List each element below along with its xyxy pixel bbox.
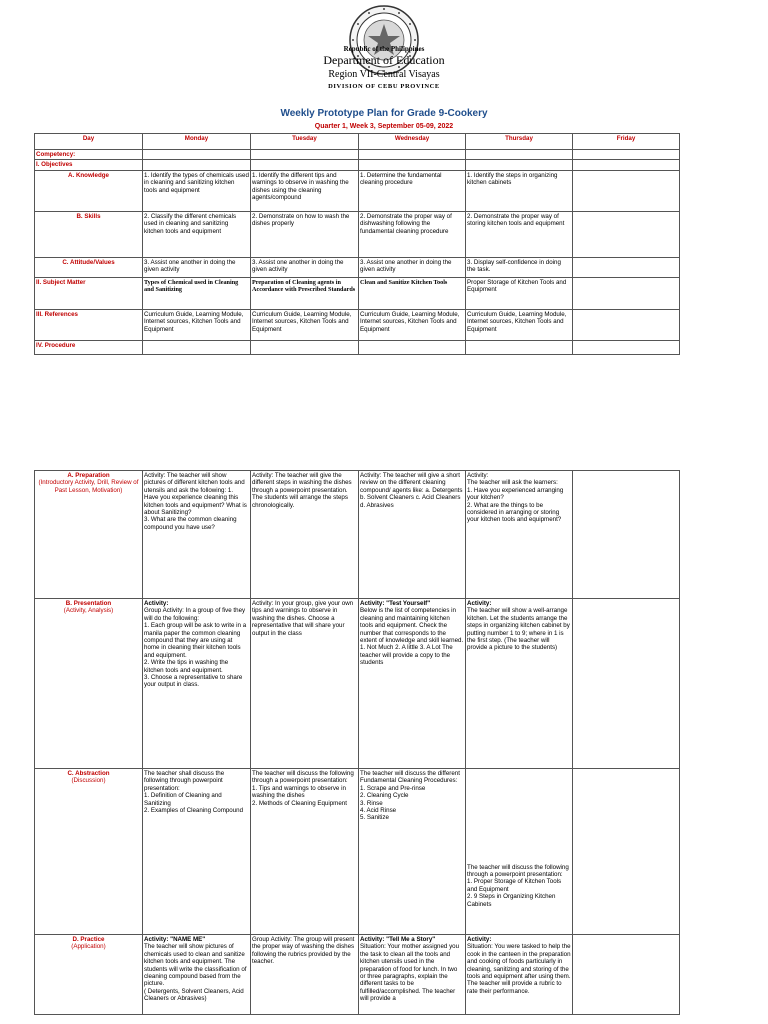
abstraction-tuesday: The teacher will discuss the following through a powerpoint presentation: 1. Tips and warnings to observe in washing the dishes 2. Methods of Cleaning Equipment <box>251 769 359 935</box>
preparation-tuesday: Activity: The teacher will give the different steps in washing the dishes through a powerpoint presentation. The students will arrange the steps chronologically. <box>251 471 359 599</box>
practice-wednesday-title: Activity: "Tell Me a Story" <box>360 936 436 943</box>
practice-tuesday: Group Activity: The group will present the proper way of washing the dishes following the rubrics provided by the teacher. <box>251 935 359 1015</box>
presentation-label <box>35 599 143 769</box>
attitude-label: C. Attitude/Values <box>35 257 143 277</box>
presentation-wednesday <box>359 599 466 769</box>
skills-row <box>35 211 680 257</box>
plan-table-lower <box>34 470 680 1015</box>
attitude-tuesday: 3. Assist one another in doing the given activity <box>251 257 359 277</box>
skills-thursday: 2. Demonstrate the proper way of storing kitchen tools and equipment <box>466 211 573 257</box>
abstraction-title: C. Abstraction <box>67 770 110 777</box>
subject-thursday: Proper Storage of Kitchen Tools and Equipment <box>466 277 573 309</box>
practice-monday-title: Activity: "NAME ME" <box>144 936 206 943</box>
skills-tuesday: 2. Demonstrate on how to wash the dishes properly <box>251 211 359 257</box>
practice-wednesday <box>359 935 466 1015</box>
preparation-monday: Activity: The teacher will show pictures of different kitchen tools and utensils and ask the following: 1. Have you experience cleaning this kitchen tools and equipment? What is about Sanitizing? 3. What are the common cleaning compound you have use? <box>143 471 251 599</box>
subject-tuesday: Preparation of Cleaning agents in Accordance with Prescribed Standards <box>251 277 359 309</box>
references-tuesday: Curriculum Guide, Learning Module, Internet sources, Kitchen Tools and Equipment <box>251 309 359 340</box>
presentation-monday <box>143 599 251 769</box>
preparation-title: A. Preparation <box>67 472 110 479</box>
plan-title: Weekly Prototype Plan for Grade 9-Cookery <box>280 108 488 119</box>
attitude-row <box>35 257 680 277</box>
references-row <box>35 309 680 340</box>
abstraction-wednesday: The teacher will discuss the different Fundamental Cleaning Procedures: 1. Scrape and Pre-rinse 2. Cleaning Cycle 3. Rinse 4. Acid Rinse 5. Sanitize <box>359 769 466 935</box>
knowledge-monday: 1. Identify the types of chemicals used in cleaning and sanitizing kitchen tools and equipment <box>143 170 251 211</box>
presentation-title: B. Presentation <box>65 600 112 607</box>
presentation-tuesday: Activity: In your group, give your own tips and warnings to observe in washing the dishes. Choose a representative that will share your output in the class <box>251 599 359 769</box>
subject-matter-row <box>35 277 680 309</box>
knowledge-tuesday: 1. Identify the different tips and warnings to observe in washing the dishes using the cleaning agents/compound <box>251 170 359 211</box>
subject-monday: Types of Chemical used in Cleaning and Sanitizing <box>143 277 251 309</box>
knowledge-row <box>35 170 680 211</box>
presentation-subtitle: (Activity, Analysis) <box>63 607 114 615</box>
abstraction-subtitle: (Discussion) <box>71 777 106 785</box>
procedure-label: IV. Procedure <box>35 340 143 354</box>
skills-wednesday: 2. Demonstrate the proper way of dishwashing following the fundamental cleaning procedure <box>359 211 466 257</box>
presentation-thursday-body: The teacher will show a well-arrange kitchen. Let the students arrange the steps in organizing kitchen cabinet by putting number 1 to 9; where in 1 is the first step. (The teacher will provide a picture to the students) <box>467 607 570 652</box>
plan-subtitle: Quarter 1, Week 3, September 05-09, 2022 <box>314 123 454 130</box>
region-text: Region VII-Central Visayas <box>328 69 440 80</box>
presentation-wednesday-body: Below is the list of competencies in cleaning and maintaining kitchen tools and equipment. Check the number that corresponds to the extent of knowledge and skill learned. 1. Not Much 2. A little 3. A Lot The teacher will provide a copy to the students <box>360 607 464 667</box>
competency-row <box>35 150 680 160</box>
knowledge-wednesday: 1. Determine the fundamental cleaning procedure <box>359 170 466 211</box>
wednesday-header: Wednesday <box>359 134 466 150</box>
days-header-row <box>35 134 680 150</box>
practice-monday <box>143 935 251 1015</box>
practice-monday-body: The teacher will show pictures of chemicals used to clean and sanitize kitchen tools and equipment. The students will write the classification of cleaning compound based from the picture. ( Detergents, Solvent Cleaners, Acid Cleaners or Abrasives) <box>144 943 247 1003</box>
practice-thursday-title: Activity: <box>467 936 492 943</box>
knowledge-thursday: 1. Identify the steps in organizing kitchen cabinets <box>466 170 573 211</box>
objectives-label: I. Objectives <box>35 160 143 170</box>
attitude-thursday: 3. Display self-confidence in doing the task. <box>466 257 573 277</box>
presentation-row <box>35 599 680 769</box>
preparation-label <box>35 471 143 599</box>
knowledge-label: A. Knowledge <box>35 170 143 211</box>
practice-title: D. Practice <box>72 936 105 943</box>
attitude-monday: 3. Assist one another in doing the given activity <box>143 257 251 277</box>
preparation-wednesday: Activity: The teacher will give a short review on the different cleaning compound/ agents like: a. Detergents b. Solvent Cleaners c. Acid Cleaners d. Abrasives <box>359 471 466 599</box>
procedure-row <box>35 340 680 354</box>
monday-header: Monday <box>143 134 251 150</box>
department-text: Department of Education <box>323 53 445 67</box>
competency-label: Competency: <box>35 150 143 160</box>
skills-label: B. Skills <box>35 211 143 257</box>
subject-wednesday: Clean and Sanitize Kitchen Tools <box>359 277 466 309</box>
abstraction-thursday: The teacher will discuss the following through a powerpoint presentation: 1. Proper Storage of Kitchen Tools and Equipment 2. 9 Steps in Organizing Kitchen Cabinets <box>466 769 573 935</box>
practice-subtitle: (Application) <box>71 943 106 951</box>
division-text: DIVISION OF CEBU PROVINCE <box>328 83 440 90</box>
plan-table-upper <box>34 133 680 355</box>
thursday-header: Thursday <box>466 134 573 150</box>
presentation-thursday <box>466 599 573 769</box>
day-header: Day <box>35 134 143 150</box>
practice-wednesday-body: Situation: Your mother assigned you the task to clean all the tools and kitchen utensils used in the preparation of food for lunch. In two or three paragraphs, explain the different tasks to be fulfilled/accomplished. The teacher will provide a <box>360 943 460 1003</box>
presentation-wednesday-title: Activity: "Test Yourself" <box>360 600 431 607</box>
attitude-wednesday: 3. Assist one another in doing the given activity <box>359 257 466 277</box>
abstraction-label <box>35 769 143 935</box>
objectives-row <box>35 160 680 170</box>
preparation-subtitle: (Introductory Activity, Drill, Review of Past Lesson, Motivation) <box>38 479 139 494</box>
preparation-thursday: Activity: The teacher will ask the learners: 1. Have you experienced arranging your kitchen? 2. What are the things to be considered in arranging or storing your kitchen tools and equipment? <box>466 471 573 599</box>
references-thursday: Curriculum Guide, Learning Module, Internet sources, Kitchen Tools and Equipment <box>466 309 573 340</box>
practice-thursday-body: Situation: You were tasked to help the cook in the canteen in the preparation and cooking of foods particularly in cleaning, sanitizing and storing of the tools and equipment after using them. The teacher will provide a rubric to rate their performance. <box>467 943 571 995</box>
references-monday: Curriculum Guide, Learning Module, Internet sources, Kitchen Tools and Equipment <box>143 309 251 340</box>
presentation-monday-title: Activity: <box>144 600 169 607</box>
republic-text: Republic of the Philippines <box>343 45 425 53</box>
abstraction-monday: The teacher shall discuss the following through powerpoint presentation: 1. Definition of Cleaning and Sanitizing 2. Examples of Cleaning Compound <box>143 769 251 935</box>
presentation-monday-body: Group Activity: In a group of five they will do the following: 1. Each group will be ask to write in a manila paper the common cleaning compound that they are using at home in cleaning their kitchen tools and equipment. 2. Write the tips in washing the kitchen tools and equipment. 3. Choose a representative to share your output in class. <box>144 607 247 689</box>
friday-header: Friday <box>573 134 680 150</box>
skills-monday: 2. Classify the different chemicals used in cleaning and sanitizing kitchen tools and equipment <box>143 211 251 257</box>
preparation-row <box>35 471 680 599</box>
presentation-thursday-title: Activity: <box>467 600 492 607</box>
references-wednesday: Curriculum Guide, Learning Module, Internet sources, Kitchen Tools and Equipment <box>359 309 466 340</box>
practice-thursday <box>466 935 573 1015</box>
practice-label <box>35 935 143 1015</box>
abstraction-row <box>35 769 680 935</box>
references-label: III. References <box>35 309 143 340</box>
practice-row <box>35 935 680 1015</box>
tuesday-header: Tuesday <box>251 134 359 150</box>
subject-matter-label: II. Subject Matter <box>35 277 143 309</box>
